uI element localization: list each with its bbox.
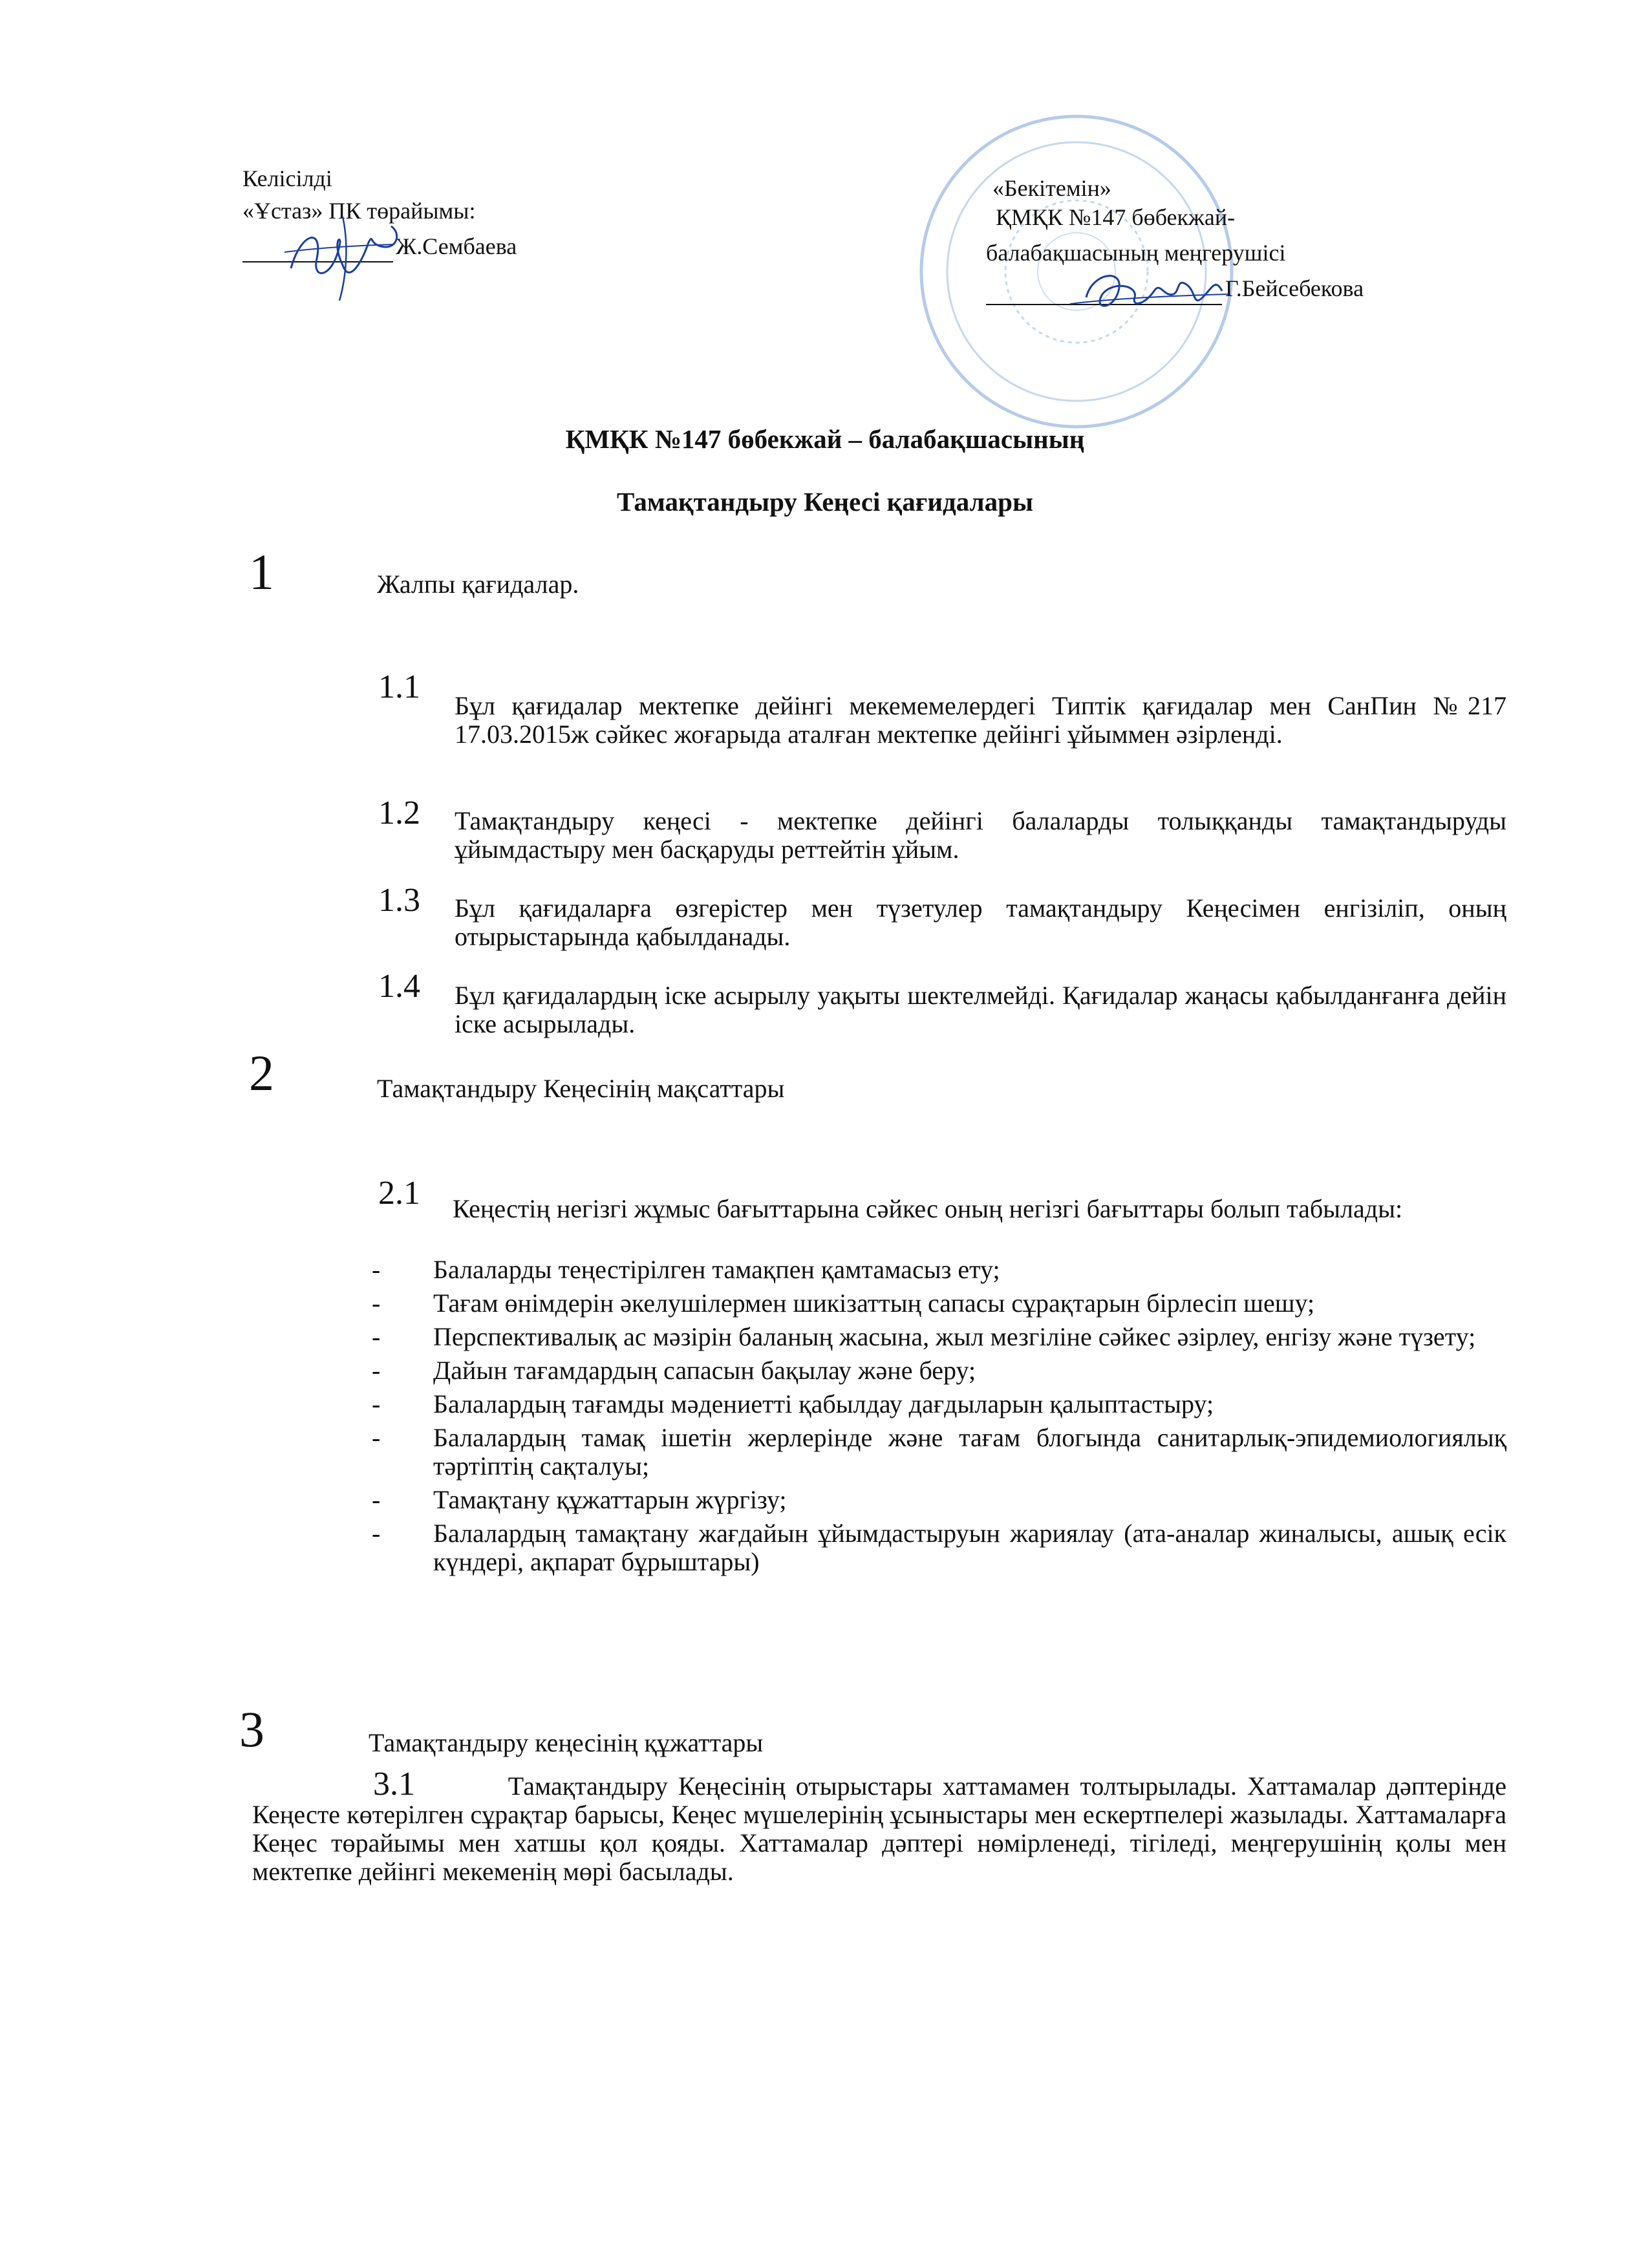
list-item [372,1289,1506,1318]
list-item [372,1519,1506,1576]
section-3-number: 3 [239,1701,264,1757]
item-1-2-number: 1.2 [378,795,420,831]
bullet-dash: - [372,1322,381,1351]
list-item-text: Балалардың тамақтану жағдайын ұйымдастыруын жариялау (ата-аналар жиналысы, ашық есік күндері, ақпарат бұрыштары) [433,1519,1506,1576]
list-item-text: Тағам өнімдерін әкелушілермен шикізаттың сапасы сұрақтарын бірлесіп шешу; [433,1289,1315,1318]
item-1-1-number: 1.1 [378,669,420,705]
list-item [372,1256,1506,1284]
approval-right-name: Г.Бейсебекова [1225,275,1364,301]
list-item-text: Дайын тағамдардың сапасын бақылау және беру; [433,1356,976,1385]
approval-left-name: Ж.Сембаева [396,233,517,259]
item-1-3-text: Бұл қағидаларға өзгерістер мен түзетулер тамақтандыру Кеңесімен енгізіліп, оның отырыстарында қабылданады. [455,893,1506,951]
signature-right [1067,259,1235,330]
section-2-title: Тамақтандыру Кеңесінің мақсаттары [377,1074,785,1103]
item-2-1-number: 2.1 [378,1175,420,1212]
bullet-dash: - [372,1485,381,1514]
bullet-dash: - [372,1519,381,1548]
bullet-dash: - [372,1356,381,1385]
bullet-dash: - [372,1289,381,1318]
item-3-1-paragraph [252,1766,1506,1886]
approval-right-line3: балабақшасының меңгерушісі [986,240,1286,266]
section-2-number: 2 [249,1045,274,1101]
approval-right-line1: «Бекітемін» [992,175,1111,201]
approval-left-line1: Келісілді [242,166,332,191]
approval-left-line2: «Ұстаз» ПК төрайымы: [242,198,476,224]
document-title-line1: ҚМҚК №147 бөбекжай – балабақшасының [565,424,1085,454]
list-item [372,1486,1506,1514]
item-1-4-text: Бұл қағидалардың іске асырылу уақыты шектелмейді. Қағидалар жаңасы қабылданғанға дейін іске асырылады. [455,981,1506,1038]
list-item-text: Перспективалық ас мәзірін баланың жасына, жыл мезгіліне сәйкес әзірлеу, енгізу және түзету; [433,1322,1476,1351]
item-3-1-text: Тамақтандыру Кеңесінің отырыстары хаттамамен толтырылады. Хаттамалар дәптерінде Кеңесте көтерілген сұрақтар барысы, Кеңес мүшелерінің ұсыныстары мен ескертпелері жазылады. Хаттамаларға Кеңес төрайымы мен хатшы қол қояды. Хаттамалар дәптері нөмірленеді, тігіледі, меңгерушінің қолы мен мектепке дейінгі мекеменің мөрі басылады. [252,1771,1506,1886]
list-item [372,1323,1506,1351]
section-3-title: Тамақтандыру кеңесінің құжаттары [369,1728,764,1757]
list-item [372,1424,1506,1481]
objectives-list [372,1256,1506,1581]
section-1-number: 1 [249,544,274,600]
list-item-text: Балалардың тағамды мәдениетті қабылдау дағдыларын қалыптастыру; [433,1389,1214,1418]
item-1-4-number: 1.4 [378,968,420,1005]
list-item-text: Балалардың тамақ ішетін жерлерінде және тағам блогында санитарлық-эпидемиологиялық тәртіптің сақталуы; [433,1423,1506,1481]
item-1-1-text: Бұл қағидалар мектепке дейінгі мекемемелердегі Типтік қағидалар мен СанПин №217 17.03.2015ж сәйкес жоғарыда аталған мектепке дейінгі ұйыммен әзірленді. [455,691,1506,749]
item-1-2-text: Тамақтандыру кеңесі - мектепке дейінгі балаларды толыққанды тамақтандыруды ұйымдастыру мен басқаруды реттейтін ұйым. [455,806,1506,864]
item-3-1-number: 3.1 [373,1766,415,1803]
bullet-dash: - [372,1255,381,1284]
item-1-3-number: 1.3 [378,882,420,919]
bullet-dash: - [372,1389,381,1418]
list-item [372,1356,1506,1385]
list-item [372,1390,1506,1418]
section-1-title: Жалпы қағидалар. [377,570,579,599]
list-item-text: Тамақтану құжаттарын жүргізу; [433,1485,787,1514]
signature-left [272,207,407,304]
document-title-line2: Тамақтандыру Кеңесі қағидалары [617,487,1033,517]
item-2-1-text: Кеңестің негізгі жұмыс бағыттарына сәйкес оның негізгі бағыттары болып табылады: [453,1194,1403,1223]
list-item-text: Балаларды теңестірілген тамақпен қамтамасыз ету; [433,1255,1000,1284]
bullet-dash: - [372,1423,381,1452]
approval-right-line2: ҚМҚК №147 бөбекжай- [996,204,1236,230]
